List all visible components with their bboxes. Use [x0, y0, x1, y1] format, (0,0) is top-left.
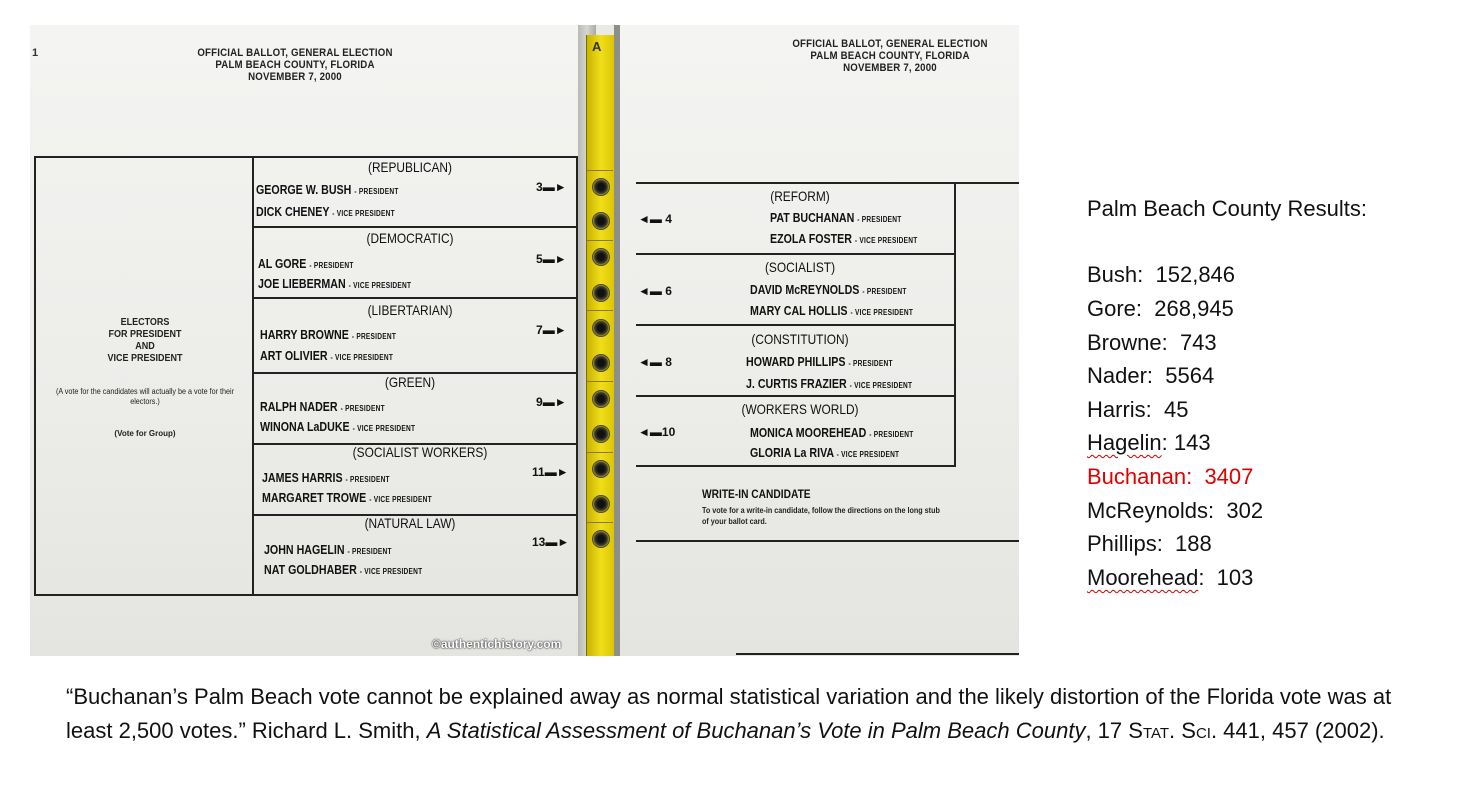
role-label: VICE PRESIDENT — [841, 450, 900, 459]
candidate-name: MARY CAL HOLLIS — [750, 303, 848, 318]
article-title: A Statistical Assessment of Buchanan’s Vote in Palm Beach County — [426, 718, 1086, 743]
separator: : — [1146, 363, 1166, 388]
ballot-photo — [30, 25, 1019, 656]
separator: : — [1186, 464, 1205, 489]
arrow-10: ◄▬10 — [638, 425, 676, 439]
role-label: PRESIDENT — [866, 287, 907, 296]
candidate-vice: EZOLA FOSTER - VICE PRESIDENT — [770, 231, 918, 246]
arrow-number: 6 — [665, 284, 672, 298]
result-row-harris — [1087, 397, 1189, 423]
strip-notch — [587, 170, 613, 171]
divider — [252, 156, 254, 596]
writein-title: WRITE-IN CANDIDATE — [702, 487, 811, 501]
role-label: VICE PRESIDENT — [373, 495, 432, 504]
header-line: NOVEMBER 7, 2000 — [248, 71, 342, 83]
result-row-browne — [1087, 330, 1217, 356]
ballot-header-left — [185, 47, 405, 83]
result-row-bush — [1087, 262, 1235, 288]
party-label: (NATURAL LAW) — [364, 515, 456, 531]
writein-note: To vote for a write-in candidate, follow the directions on the long stub of your ballot card. — [702, 506, 940, 526]
candidate-vice: J. CURTIS FRAZIER - VICE PRESIDENT — [746, 376, 913, 391]
candidate-name: EZOLA FOSTER — [770, 231, 852, 246]
divider — [252, 297, 578, 299]
party-label: (SOCIALIST) — [764, 259, 836, 275]
arrow-number: 11 — [532, 465, 545, 479]
arrow-number: 10 — [661, 425, 676, 439]
role-label: VICE PRESIDENT — [353, 281, 412, 290]
header-line: PALM BEACH COUNTY, FLORIDA — [810, 50, 970, 62]
candidate: Gore — [1087, 296, 1136, 321]
candidate-name: AL GORE — [258, 256, 307, 271]
candidate-name: JAMES HARRIS — [262, 470, 343, 485]
candidate-vice: GLORIA La RIVA - VICE PRESIDENT — [750, 445, 900, 460]
role-label: PRESIDENT — [313, 261, 354, 270]
ballot-spine-edge — [614, 25, 620, 656]
divider — [636, 324, 956, 326]
strip-notch — [587, 381, 613, 382]
arrow-3: 3▬► — [536, 180, 567, 194]
divider — [736, 653, 1019, 655]
candidate-name: GEORGE W. BUSH — [256, 182, 352, 197]
arrow-7: 7▬► — [536, 323, 567, 337]
punch-strip — [586, 35, 616, 656]
candidate-name: MONICA MOOREHEAD — [750, 425, 867, 440]
candidate: Harris — [1087, 397, 1146, 422]
arrow-8: ◄▬ 8 — [638, 355, 672, 369]
candidate: Hagelin — [1087, 430, 1162, 455]
role-label: VICE PRESIDENT — [854, 381, 913, 390]
divider — [636, 540, 1019, 542]
role-label: VICE PRESIDENT — [364, 567, 423, 576]
party-label: (REFORM) — [770, 188, 830, 204]
candidate: Bush — [1087, 262, 1138, 287]
arrow-number: 13 — [532, 535, 546, 549]
candidate-president: RALPH NADER - PRESIDENT — [260, 399, 385, 414]
separator: : — [1156, 531, 1176, 556]
strip-notch — [587, 240, 613, 241]
candidate-president: JAMES HARRIS - PRESIDENT — [262, 470, 390, 485]
party-label: (SOCIALIST WORKERS) — [352, 444, 488, 460]
candidate-name: RALPH NADER — [260, 399, 338, 414]
role-label: PRESIDENT — [358, 187, 399, 196]
results-title: Palm Beach County Results: — [1087, 196, 1368, 221]
candidate-president: DAVID McREYNOLDS - PRESIDENT — [750, 282, 907, 297]
arrow-6: ◄▬ 6 — [638, 284, 672, 298]
punch-hole-10[interactable] — [592, 425, 610, 443]
arrow-number: 4 — [665, 212, 672, 226]
quote-text: “Buchanan’s Palm Beach vote cannot be explained away as normal statistical variation and the likely distortion of the Florida vote was at least 2,500 votes.” Richard L. Smith, — [66, 684, 1392, 743]
vote-count: 3407 — [1204, 464, 1254, 489]
candidate-vice: JOE LIEBERMAN - VICE PRESIDENT — [258, 276, 412, 291]
candidate: Browne — [1087, 330, 1162, 355]
vote-count: 268,945 — [1154, 296, 1234, 321]
divider — [636, 465, 956, 467]
separator: : — [1161, 430, 1174, 455]
strip-notch — [587, 310, 613, 311]
role-label: PRESIDENT — [873, 430, 914, 439]
candidate-name: HOWARD PHILLIPS — [746, 354, 846, 369]
candidate-name: JOE LIEBERMAN — [258, 276, 346, 291]
role-label: PRESIDENT — [356, 332, 397, 341]
candidate-name: DICK CHENEY — [256, 204, 330, 219]
strip-notch — [587, 452, 613, 453]
punch-hole-4[interactable] — [592, 212, 610, 230]
arrow-11: 11▬► — [532, 465, 569, 479]
role-label: PRESIDENT — [345, 404, 385, 413]
candidate: Moorehead — [1087, 565, 1199, 590]
punch-hole-8[interactable] — [592, 354, 610, 372]
candidate-president: PAT BUCHANAN - PRESIDENT — [770, 210, 902, 225]
electors-title — [51, 317, 240, 365]
result-row-hagelin — [1087, 430, 1211, 456]
candidate-name: PAT BUCHANAN — [770, 210, 855, 225]
result-row-nader — [1087, 363, 1214, 389]
vote-count: 5564 — [1165, 363, 1215, 388]
role-label: PRESIDENT — [352, 547, 392, 556]
arrow-9: 9▬► — [536, 395, 567, 409]
punch-hole-5[interactable] — [592, 248, 610, 266]
candidate-name: DAVID McREYNOLDS — [750, 282, 860, 297]
role-label: VICE PRESIDENT — [859, 236, 918, 245]
cite-pages: 441, 457 (2002). — [1217, 718, 1385, 743]
result-row-moorehead — [1087, 565, 1253, 591]
candidate: Nader — [1087, 363, 1147, 388]
vote-count: 188 — [1175, 531, 1212, 556]
vote-count: 45 — [1164, 397, 1189, 422]
candidate-name: MARGARET TROWE — [262, 490, 367, 505]
header-line: PALM BEACH COUNTY, FLORIDA — [215, 59, 375, 71]
punch-hole-7[interactable] — [592, 319, 610, 337]
candidate: Buchanan — [1087, 464, 1187, 489]
punch-hole-13[interactable] — [592, 530, 610, 548]
arrow-number: 8 — [665, 355, 672, 369]
candidate-name: ART OLIVIER — [260, 348, 328, 363]
role-label: VICE PRESIDENT — [855, 308, 914, 317]
party-label: (LIBERTARIAN) — [367, 302, 453, 318]
candidate-name: NAT GOLDHABER — [264, 562, 357, 577]
punch-hole-3[interactable] — [592, 178, 610, 196]
candidate-vice: ART OLIVIER - VICE PRESIDENT — [260, 348, 394, 363]
header-line: OFFICIAL BALLOT, GENERAL ELECTION — [197, 47, 393, 59]
punch-hole-11[interactable] — [592, 460, 610, 478]
candidate-vice: NAT GOLDHABER - VICE PRESIDENT — [264, 562, 423, 577]
vote-count: 143 — [1173, 430, 1211, 455]
vote-count: 152,846 — [1155, 262, 1236, 287]
cite-volume: , 17 — [1085, 718, 1129, 743]
arrow-number: 5 — [536, 252, 543, 266]
divider — [252, 226, 578, 228]
party-label: (CONSTITUTION) — [751, 331, 849, 347]
electors-title-text: ELECTORS FOR PRESIDENT AND VICE PRESIDENT — [107, 317, 183, 364]
candidate-vice: WINONA LaDUKE - VICE PRESIDENT — [260, 419, 416, 434]
result-row-gore — [1087, 296, 1234, 322]
watermark: ©authentichistory.com — [432, 637, 562, 651]
vote-count: 103 — [1216, 565, 1254, 590]
separator: : — [1161, 330, 1180, 355]
separator: : — [1137, 262, 1156, 287]
arrow-number: 7 — [536, 323, 543, 337]
arrow-4: ◄▬ 4 — [638, 212, 672, 226]
role-label: VICE PRESIDENT — [336, 209, 395, 218]
role-label: PRESIDENT — [861, 215, 902, 224]
arrow-number: 3 — [536, 180, 543, 194]
candidate-vice: MARY CAL HOLLIS - VICE PRESIDENT — [750, 303, 914, 318]
arrow-13: 13▬► — [532, 535, 570, 549]
role-label: VICE PRESIDENT — [357, 424, 416, 433]
arrow-number: 9 — [536, 395, 543, 409]
spine-label: A — [592, 39, 602, 54]
role-label: VICE PRESIDENT — [335, 353, 394, 362]
arrow-5: 5▬► — [536, 252, 567, 266]
party-label: (GREEN) — [384, 374, 436, 390]
candidate-vice: MARGARET TROWE - VICE PRESIDENT — [262, 490, 432, 505]
separator: : — [1208, 498, 1227, 523]
header-line: NOVEMBER 7, 2000 — [843, 62, 937, 74]
citation-quote — [66, 680, 1426, 748]
journal-name: Stat. Sci. — [1128, 718, 1218, 743]
candidate-president: HARRY BROWNE - PRESIDENT — [260, 327, 397, 342]
result-row-buchanan — [1087, 464, 1253, 490]
vote-count: 743 — [1179, 330, 1217, 355]
strip-notch — [587, 522, 613, 523]
candidate-president: JOHN HAGELIN - PRESIDENT — [264, 542, 392, 557]
punch-hole-12[interactable] — [592, 495, 610, 513]
candidate-name: WINONA LaDUKE — [260, 419, 350, 434]
separator: : — [1145, 397, 1165, 422]
electors-note: (A vote for the candidates will actually be a vote for their electors.) — [55, 387, 235, 406]
ballot-left-frame — [34, 156, 578, 596]
divider — [636, 395, 956, 397]
electors-vote: (Vote for Group) — [114, 429, 176, 438]
result-row-phillips — [1087, 531, 1212, 557]
candidate-president: MONICA MOOREHEAD - PRESIDENT — [750, 425, 914, 440]
candidate-name: GLORIA La RIVA — [750, 445, 834, 460]
candidate: McReynolds — [1087, 498, 1209, 523]
candidate-name: J. CURTIS FRAZIER — [746, 376, 847, 391]
candidate-president: GEORGE W. BUSH - PRESIDENT — [256, 182, 399, 197]
role-label: PRESIDENT — [852, 359, 893, 368]
header-line: OFFICIAL BALLOT, GENERAL ELECTION — [792, 38, 988, 50]
candidate-vice: DICK CHENEY - VICE PRESIDENT — [256, 204, 395, 219]
punch-hole-9[interactable] — [592, 390, 610, 408]
candidate-president: AL GORE - PRESIDENT — [258, 256, 354, 271]
party-label: (REPUBLICAN) — [368, 159, 452, 175]
vote-count: 302 — [1226, 498, 1264, 523]
candidate-name: JOHN HAGELIN — [264, 542, 345, 557]
result-row-mcreynolds — [1087, 498, 1263, 524]
separator: : — [1198, 565, 1217, 590]
punch-hole-6[interactable] — [592, 284, 610, 302]
party-label: (WORKERS WORLD) — [741, 401, 859, 417]
candidate-president: HOWARD PHILLIPS - PRESIDENT — [746, 354, 893, 369]
divider — [636, 182, 1019, 184]
candidate: Phillips — [1087, 531, 1157, 556]
ballot-header-right — [780, 38, 1000, 74]
divider — [636, 253, 956, 255]
ballot-page-number: 1 — [32, 47, 39, 59]
party-label: (DEMOCRATIC) — [366, 230, 454, 246]
separator: : — [1135, 296, 1155, 321]
role-label: PRESIDENT — [350, 475, 390, 484]
candidate-name: HARRY BROWNE — [260, 327, 349, 342]
